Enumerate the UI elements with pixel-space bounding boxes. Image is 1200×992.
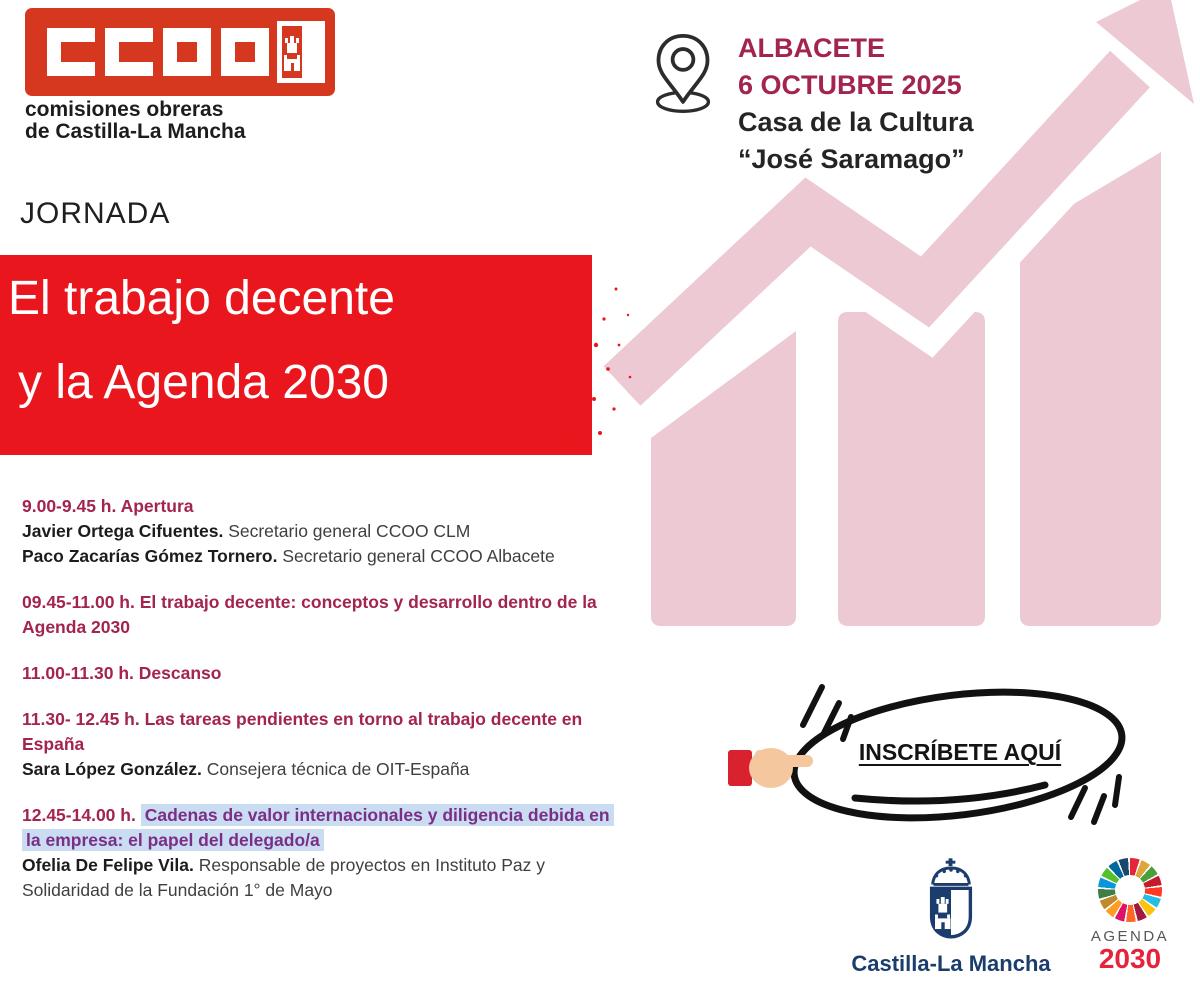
schedule-session-title	[22, 661, 614, 686]
kicker-jornada: JORNADA	[20, 197, 171, 230]
title-banner	[0, 255, 592, 455]
sdg-wheel-icon	[1098, 858, 1162, 922]
schedule-item	[22, 803, 614, 903]
inscribete-link[interactable]: INSCRÍBETE AQUÍ	[858, 739, 1062, 765]
schedule-item	[22, 661, 614, 686]
org-name-line1: comisiones obreras	[25, 98, 224, 121]
schedule-title: Apertura	[120, 496, 194, 516]
schedule-speaker: Sara López González. Consejera técnica de OIT-España	[22, 759, 470, 779]
schedule-item	[22, 494, 614, 569]
event-city: ALBACETE	[738, 33, 885, 63]
schedule-speaker: Ofelia De Felipe Vila. Responsable de proyectos en Instituto Paz y Solidaridad de la Fundación 1° de Mayo	[22, 855, 546, 900]
clm-logo-text: Castilla-La Mancha	[851, 951, 1051, 976]
agenda-2030-line2: 2030	[1098, 943, 1162, 974]
schedule-title: Descanso	[138, 663, 222, 683]
event-venue-line1: Casa de la Cultura	[738, 107, 974, 137]
brush-splatter	[556, 249, 638, 461]
agenda-2030-line1: AGENDA	[1090, 928, 1170, 945]
schedule-session-title	[22, 803, 614, 853]
ccoo-logo	[25, 8, 335, 101]
poster-title-line2: y la Agenda 2030	[18, 356, 389, 409]
schedule-time: 12.45-14.00 h.	[22, 805, 141, 825]
schedule-speaker: Javier Ortega Cifuentes. Secretario general CCOO CLM	[22, 521, 471, 541]
schedule-session-title	[22, 590, 614, 640]
schedule-time: 11.00-11.30 h.	[22, 663, 139, 683]
schedule-title-highlighted: Cadenas de valor internacionales y diligencia debida en la empresa: el papel del delegado/a	[22, 804, 614, 851]
schedule-time: 9.00-9.45 h.	[22, 496, 121, 516]
schedule-speaker: Paco Zacarías Gómez Tornero. Secretario general CCOO Albacete	[22, 546, 555, 566]
schedule-session-title	[22, 707, 614, 757]
schedule-list	[22, 494, 614, 924]
schedule-session-title	[22, 494, 614, 519]
event-venue-line2: “José Saramago”	[738, 144, 965, 174]
agenda-2030-logo	[1085, 858, 1175, 973]
schedule-item	[22, 707, 614, 782]
poster-title-line1: El trabajo decente	[8, 272, 395, 325]
schedule-title: Las tareas pendientes en torno al trabajo decente en España	[22, 709, 583, 754]
schedule-title: El trabajo decente: conceptos y desarrollo dentro de la Agenda 2030	[22, 592, 597, 637]
bar-2	[838, 312, 985, 626]
org-name-line2: de Castilla-La Mancha	[25, 120, 246, 143]
castilla-la-mancha-logo	[851, 856, 1051, 977]
schedule-time: 09.45-11.00 h.	[22, 592, 140, 612]
clm-crest-icon	[920, 856, 982, 942]
location-pin-icon	[650, 28, 716, 122]
schedule-item	[22, 590, 614, 640]
event-date: 6 OCTUBRE 2025	[738, 70, 962, 100]
schedule-time: 11.30- 12.45 h.	[22, 709, 145, 729]
event-info	[650, 28, 974, 178]
